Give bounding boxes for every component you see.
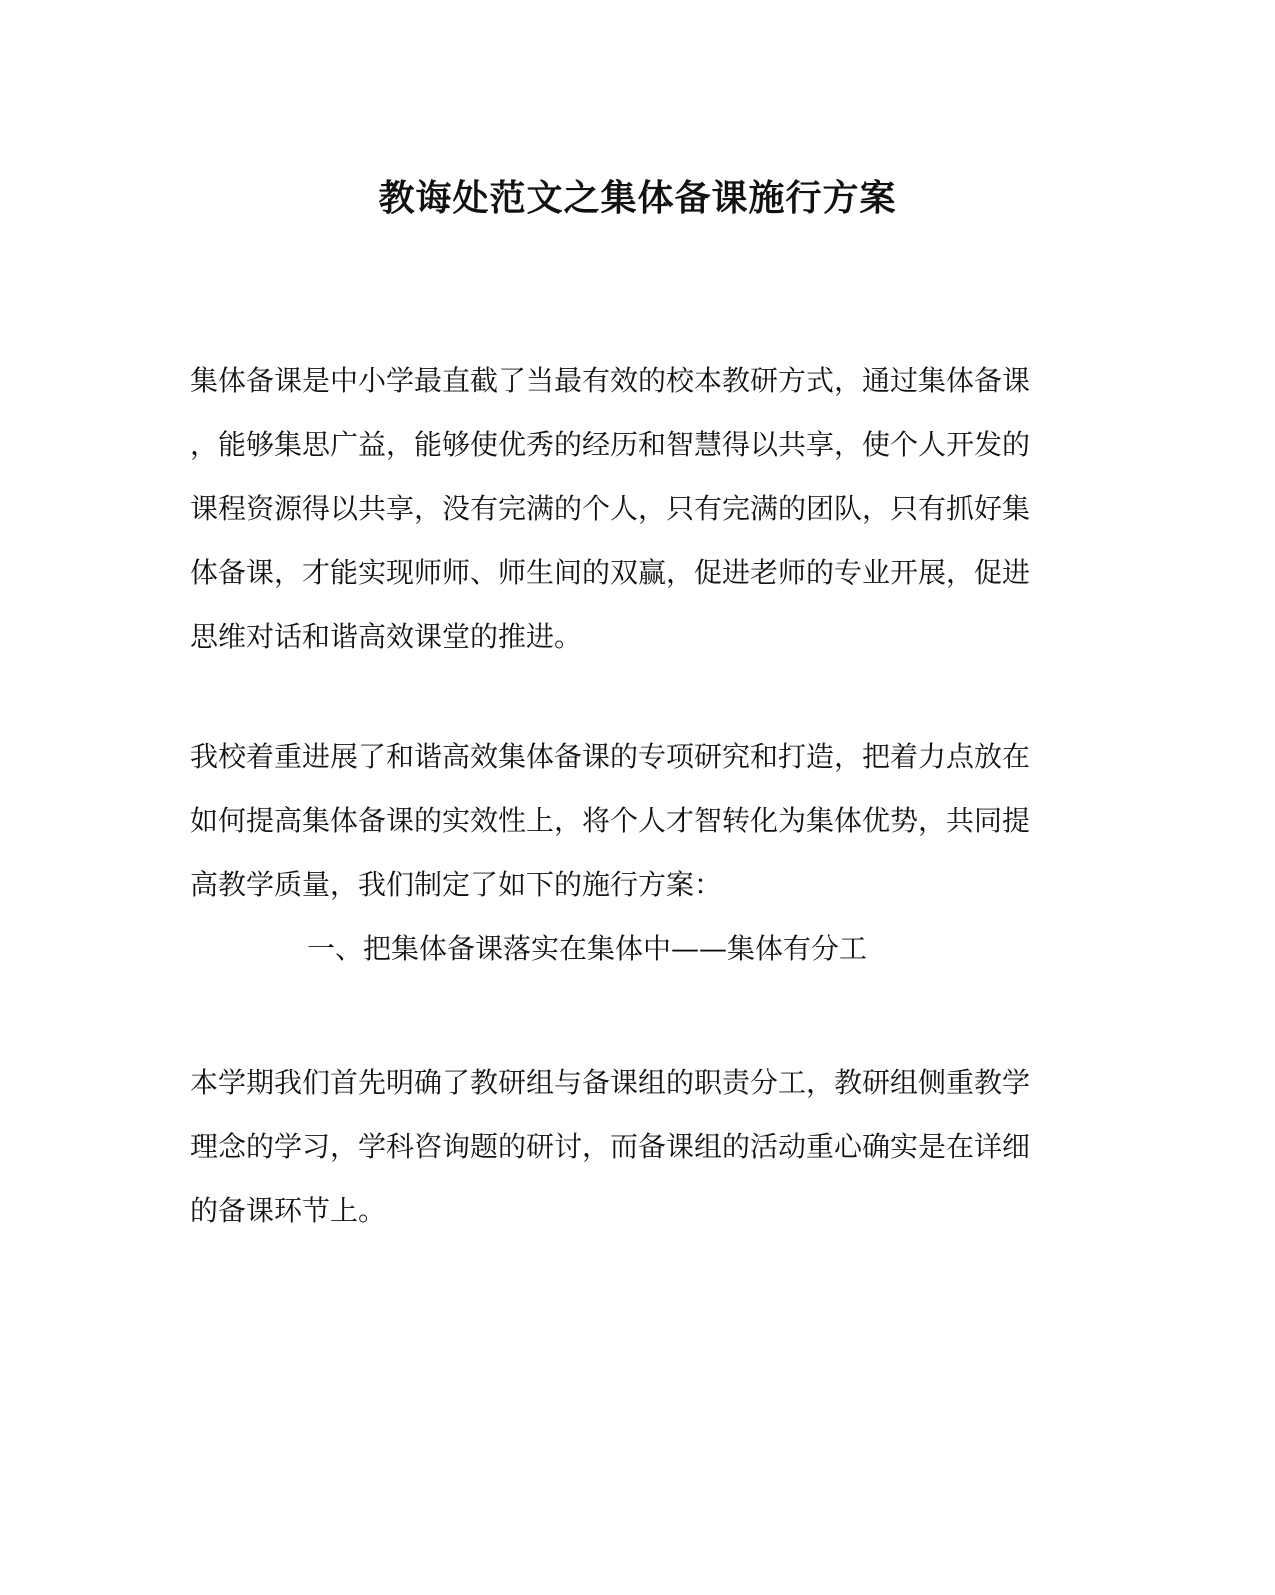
paragraph-division — [190, 1051, 1070, 1243]
document-title: 教诲处范文之集体备课施行方案 — [378, 177, 897, 219]
paragraph-line: 思维对话和谐高效课堂的推进。 — [190, 620, 583, 653]
paragraph-line: 高教学质量，我们制定了如下的施行方案： — [190, 868, 723, 901]
paragraph-line: 我校着重进展了和谐高效集体备课的专项研究和打造，把着力点放在 — [190, 740, 1031, 773]
paragraph-line: 如何提高集体备课的实效性上，将个人才智转化为集体优势，共同提 — [190, 804, 1031, 837]
paragraph-line: 的备课环节上。 — [190, 1194, 387, 1227]
paragraph-line: 体备课，才能实现师师、师生间的双赢，促进老师的专业开展，促进 — [190, 556, 1031, 589]
paragraph-line: 集体备课是中小学最直截了当最有效的校本教研方式，通过集体备课 — [190, 364, 1031, 397]
section-heading — [307, 917, 1007, 981]
paragraph-line: ，能够集思广益，能够使优秀的经历和智慧得以共享，使个人开发的 — [190, 428, 1031, 461]
paragraph-line: 理念的学习，学科咨询题的研讨，而备课组的活动重心确实是在详细 — [190, 1130, 1031, 1163]
paragraph-school-plan — [190, 725, 1070, 917]
section-heading-text: 一、把集体备课落实在集体中——集体有分工 — [307, 932, 868, 965]
paragraph-line: 本学期我们首先明确了教研组与备课组的职责分工，教研组侧重教学 — [190, 1066, 1031, 1099]
paragraph-line: 课程资源得以共享，没有完满的个人，只有完满的团队，只有抓好集 — [190, 492, 1031, 525]
paragraph-intro — [190, 349, 1070, 669]
